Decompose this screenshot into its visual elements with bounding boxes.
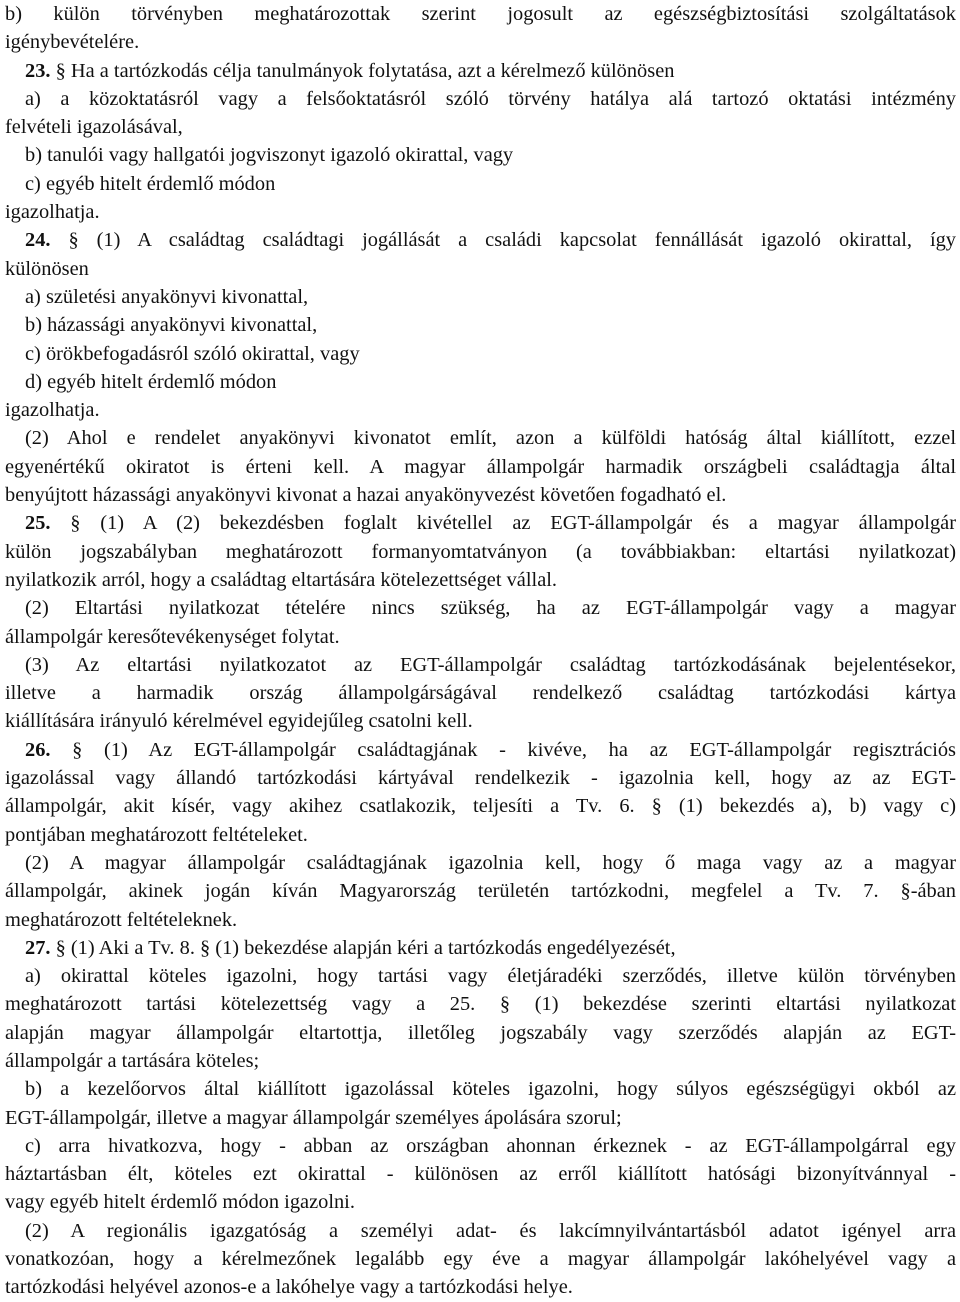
text-line	[5, 906, 956, 934]
text-line	[5, 594, 956, 622]
section-heading-line	[5, 736, 956, 764]
line-text: (3) Az eltartási nyilatkozatot az EGT-állampolgár családtag tartózkodásának bejelentésekor,	[25, 653, 956, 676]
text-line	[5, 28, 956, 56]
line-text: benyújtott házassági anyakönyvi kivonat a hazai anyakönyvezést követően fogadható el.	[5, 484, 727, 507]
line-text: igazolhatja.	[5, 399, 100, 422]
text-line	[5, 1132, 956, 1160]
section-number: 25.	[25, 512, 51, 535]
text-line	[5, 1075, 956, 1103]
line-text: igazolhatja.	[5, 201, 100, 224]
text-line	[5, 481, 956, 509]
line-text: b) külön törvényben meghatározottak szerint jogosult az egészségbiztosítási szolgáltatások	[5, 3, 956, 25]
line-text: állampolgár keresőtevékenységet folytat.	[5, 625, 340, 648]
line-text: felvételi igazolásával,	[5, 116, 183, 139]
text-line	[5, 849, 956, 877]
line-text: alapján magyar állampolgár eltartottja, illetőleg jogszabály vagy szerződés alapján az EGT-	[5, 1021, 956, 1044]
text-line	[5, 877, 956, 905]
text-line	[5, 566, 956, 594]
text-line	[5, 424, 956, 452]
line-text: b) házassági anyakönyvi kivonattal,	[25, 314, 318, 337]
line-text: (2) Ahol e rendelet anyakönyvi kivonatot említ, azon a külföldi hatóság által kiállított, ezzel	[25, 427, 956, 450]
line-text: c) egyéb hitelt érdemlő módon	[25, 172, 276, 195]
section-heading-line	[5, 934, 956, 962]
line-text: b) tanulói vagy hallgatói jogviszonyt igazoló okirattal, vagy	[25, 144, 514, 167]
line-text: c) arra hivatkozva, hogy - abban az országban ahonnan érkeznek - az EGT-állampolgárral egy	[25, 1134, 956, 1157]
line-text: § Ha a tartózkodás célja tanulmányok folytatása, azt a kérelmező különösen	[50, 59, 675, 82]
line-text: a) a közoktatásról vagy a felsőoktatásról szóló törvény hatálya alá tartozó oktatási intézmény	[25, 87, 956, 110]
text-line	[5, 538, 956, 566]
text-line	[5, 679, 956, 707]
line-text: nyilatkozik arról, hogy a családtag eltartására kötelezettséget vállal.	[5, 568, 558, 591]
line-text: § (1) Aki a Tv. 8. § (1) bekezdése alapján kéri a tartózkodás engedélyezését,	[50, 936, 676, 959]
line-text: § (1) A (2) bekezdésben foglalt kivétellel az EGT-állampolgár és a magyar állampolgár	[50, 512, 956, 535]
line-text: meghatározott tartási kötelezettség vagy a 25. § (1) bekezdése szerinti eltartási nyilatkozat	[5, 993, 956, 1016]
text-line	[5, 0, 956, 28]
line-text: a) születési anyakönyvi kivonattal,	[25, 285, 309, 308]
text-line	[5, 1245, 956, 1273]
section-number: 26.	[25, 738, 51, 761]
line-text: (2) Eltartási nyilatkozat tételére nincs szükség, ha az EGT-állampolgár vagy a magyar	[25, 597, 956, 620]
text-line	[5, 707, 956, 735]
text-line	[5, 792, 956, 820]
text-line	[5, 141, 956, 169]
line-text: EGT-állampolgár, illetve a magyar állampolgár személyes ápolására szorul;	[5, 1106, 622, 1129]
text-line	[5, 170, 956, 198]
line-text: a) okirattal köteles igazolni, hogy tartási vagy életjáradéki szerződés, illetve külön törvényben	[25, 965, 956, 988]
line-text: (2) A magyar állampolgár családtagjának igazolnia kell, hogy ő maga vagy az a magyar	[25, 851, 956, 874]
line-text: (2) A regionális igazgatóság a személyi adat- és lakcímnyilvántartásból adatot igényel arra	[25, 1219, 956, 1242]
text-line	[5, 1019, 956, 1047]
section-heading-line	[5, 509, 956, 537]
section-number: 23.	[25, 59, 51, 82]
line-text: meghatározott feltételeknek.	[5, 908, 238, 931]
line-text: külön jogszabályban meghatározott formanyomtatványon (a továbbiakban: eltartási nyilatkozat)	[5, 540, 956, 563]
line-text: illetve a harmadik ország állampolgárságával rendelkező családtag tartózkodási kártya	[5, 682, 956, 705]
text-line	[5, 990, 956, 1018]
text-line	[5, 453, 956, 481]
line-text: pontjában meghatározott feltételeket.	[5, 823, 308, 846]
text-line	[5, 1188, 956, 1216]
line-text: c) örökbefogadásról szóló okirattal, vagy	[25, 342, 360, 365]
line-text: § (1) A családtag családtagi jogállását a családi kapcsolat fennállását igazoló okirattal, így	[50, 229, 956, 252]
text-line	[5, 85, 956, 113]
line-text: állampolgár, akit kísér, vagy akihez csatlakozik, teljesíti a Tv. 6. § (1) bekezdés a), b) vagy c)	[5, 795, 956, 818]
text-line	[5, 1217, 956, 1245]
text-line	[5, 821, 956, 849]
text-line	[5, 623, 956, 651]
line-text: egyenértékű okiratot is érteni kell. A magyar állampolgár harmadik országbeli családtagja által	[5, 455, 956, 478]
line-text: igénybevételére.	[5, 31, 140, 54]
line-text: állampolgár a tartására köteles;	[5, 1049, 260, 1072]
text-line	[5, 962, 956, 990]
text-line	[5, 198, 956, 226]
section-heading-line	[5, 57, 956, 85]
section-number: 27.	[25, 936, 51, 959]
text-line	[5, 1104, 956, 1132]
line-text: b) a kezelőorvos által kiállított igazolással köteles igazolni, hogy súlyos egészségügyi okból az	[25, 1078, 956, 1101]
line-text: kiállítására irányuló kérelmével egyidejűleg csatolni kell.	[5, 710, 473, 733]
text-line	[5, 651, 956, 679]
line-text: tartózkodási helyével azonos-e a lakóhelye vagy a tartózkodási helye.	[5, 1276, 573, 1299]
line-text: állampolgár, akinek jogán kíván Magyarország területén tartózkodni, megfelel a Tv. 7. §-ában	[5, 880, 956, 903]
text-line	[5, 311, 956, 339]
section-number: 24.	[25, 229, 51, 252]
text-line	[5, 1160, 956, 1188]
text-line	[5, 113, 956, 141]
line-text: d) egyéb hitelt érdemlő módon	[25, 370, 277, 393]
line-text: különösen	[5, 257, 89, 280]
line-text: vonatkozóan, hogy a kérelmezőnek legalább egy éve a magyar állampolgár lakóhelyével vagy a	[5, 1248, 956, 1271]
section-heading-line	[5, 226, 956, 254]
text-line	[5, 255, 956, 283]
line-text: vagy egyéb hitelt érdemlő módon igazolni.	[5, 1191, 355, 1214]
text-line	[5, 764, 956, 792]
text-line	[5, 340, 956, 368]
line-text: háztartásban élt, köteles ezt okirattal - különösen az erről kiállított hatósági bizonyítvánnyal -	[5, 1163, 956, 1186]
text-line	[5, 283, 956, 311]
line-text: igazolással vagy állandó tartózkodási kártyával rendelkezik - igazolnia kell, hogy az az EGT-	[5, 767, 956, 790]
text-line	[5, 1047, 956, 1075]
text-line	[5, 368, 956, 396]
text-line	[5, 396, 956, 424]
line-text: § (1) Az EGT-állampolgár családtagjának - kivéve, ha az EGT-állampolgár regisztrációs	[50, 738, 956, 761]
